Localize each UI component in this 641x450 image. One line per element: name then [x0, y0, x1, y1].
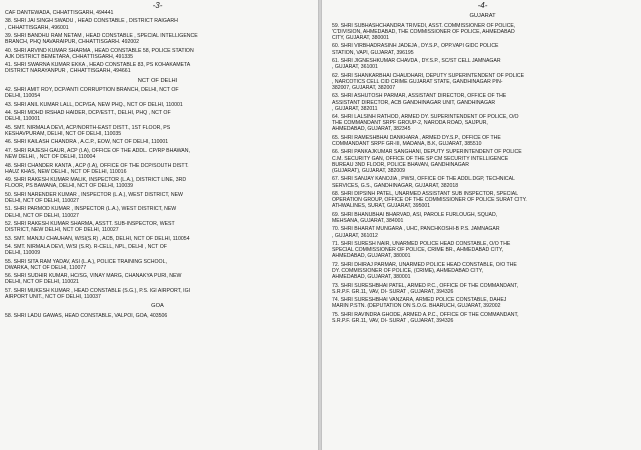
page-right [322, 0, 641, 450]
list-item [5, 259, 310, 271]
entry-line: HAUZ KHAS, NEW DELHI., NCT OF DELHI, 110016 [5, 168, 127, 175]
entry-line: 64. SHRI LALSINH RATHOD, ARMED DY. SUPERINTENDENT OF POLICE, O/O [332, 114, 519, 121]
entry-line: , CHHATTISGARH, 496001 [5, 24, 69, 31]
entry-line: AHMEDABAD, GUJARAT, 380001 [332, 253, 411, 260]
list-item [5, 148, 310, 160]
entry-line: S.R.P.F. GR.11, VAV, DI- SURAT , GUJARAT, 394326 [332, 288, 454, 295]
list-item [5, 163, 310, 175]
list-item [5, 192, 310, 204]
entry-line: 47. SHRI RAJESH GAUR, ACP (I.A), OFFICE OF THE ADDL. CP/RP BHAWAN, [5, 147, 190, 154]
section-heading: GOA [151, 303, 164, 310]
entry-line: ATHWALINES, SURAT, GUJARAT, 395001 [332, 203, 431, 210]
entry-line: 57. SHRI MUKESH KUMAR , HEAD CONSTABLE (S.G.), P.S. IGI AIRPORT, IGI [5, 287, 191, 294]
entry-line: DY. COMMISSIONER OF POLICE, (CRIME), AHMEDABAD CITY, [332, 267, 483, 274]
section-heading: NCT OF DELHI [137, 77, 178, 84]
entry-line: , NARCOTICS CELL CID CRIME GUJARAT STATE, GANDHINAGAR PIN- [332, 78, 503, 85]
list-item [332, 43, 633, 55]
entry-line: 72. SHRI DHIRAJ PARMAR, UNARMED POLICE HEAD CONSTABLE, O/O THE [332, 261, 517, 268]
list-item [5, 62, 310, 74]
list-item [5, 110, 310, 122]
list-item [332, 23, 633, 41]
entry-line: AJK DISTRICT BEMETARA, CHHATTISGARH, 491335 [5, 53, 133, 60]
entry-line: , GUJARAT, 361012 [332, 232, 378, 239]
list-item [5, 236, 310, 242]
entry-line: 382007, GUJARAT, 382007 [332, 84, 396, 91]
list-item [332, 149, 633, 174]
list-item [332, 262, 633, 280]
entry-line: 45. SMT. NIRMALA DEVI, ACP/NORTH-EAST DISTT., 1ST FLOOR, PS [5, 124, 171, 131]
entry-line: C.M. SECURITY GAN, OFFICE OF THE SP CM SECURITY INTELLIGENCE [332, 155, 509, 162]
entry-line: 50. SHRI NARENDER KUMAR , INSPECTOR (L.A.), WEST DISTRICT, NEW [5, 191, 183, 198]
entry-line: DELHI, NCT OF DELHI, 110027 [5, 197, 79, 204]
page-number: -3- [152, 1, 163, 10]
entry-line: BUREAU 3ND FLOOR, POLICE BHAVAN, GANDHINAGAR [332, 161, 469, 168]
list-item [332, 212, 633, 224]
entry-line: 65. SHRI RAMESHBHAI DANKHARA , ARMED DY.S.P., OFFICE OF THE [332, 134, 501, 141]
entry-line: ASSISTANT DIRECTOR, ACB GANDHINAGAR UNIT, GANDHINAGAR [332, 99, 496, 106]
entry-line: THE COMMANDANT SRPF GROUP-2, NARODA ROAD, SAIJPUR, [332, 120, 488, 127]
entry-line: 54. SMT. NIRMALA DEVI, W/SI (S.R). R-CELL, NPL, DELHI , NCT OF [5, 244, 167, 251]
list-item [5, 10, 310, 16]
entry-line: DELHI, 110009 [5, 250, 41, 257]
entry-line: SERVICES, G.S., GANDHINAGAR, GUJARAT, 382018 [332, 182, 459, 189]
entry-line: AHMEDABAD, GUJARAT, 380001 [332, 274, 411, 281]
entry-line: 60. SHRI VIRBHADRASINH JADEJA , DY.S.P., OPP.VAPI GIDC POLICE [332, 43, 499, 50]
list-item [332, 114, 633, 132]
entry-line: , GUJARAT, 361001 [332, 64, 378, 71]
list-item [332, 191, 633, 209]
entry-line: AHMEDABAD, GUJARAT, 382345 [332, 126, 411, 133]
entry-line: 70. SHRI BHARAT MUNGARA , UHC, PANCHKOSHI-B P.S. JAMNAGAR [332, 226, 500, 233]
entry-line: AIRPORT UNIT., NCT OF DELHI, 110037 [5, 294, 101, 301]
entry-line: 74. SHRI SURESHBHAI VANZARA, ARMED POLICE CONSTABLE, DAHEJ [332, 297, 507, 304]
entry-line: S.R.P.F. GR.11, VAV, DI- SURAT , GUJARAT, 394326 [332, 317, 454, 324]
entry-line: 59. SHRI SUBHASHCHANDRA TRIVEDI, ASST. COMMISSIONER OF POLICE, [332, 22, 516, 29]
entry-line: 39. SHRI BANDHU RAM NETAM , HEAD CONSTABLE , SPECIAL INTELLIGENCE [5, 33, 198, 40]
list-item [332, 93, 633, 111]
entry-line: DWARKA, NCT OF DELHI, 110077 [5, 264, 87, 271]
list-item [5, 313, 310, 319]
entry-line: 'C'DIVISION, AHMEDABAD, THE COMMISSIONER OF POLICE, AHMEDABAD [332, 28, 515, 35]
entry-line: 62. SHRI SHANKARBHAI CHAUDHARI, DEPUTY SUPERINTENDENT OF POLICE [332, 72, 525, 79]
entry-line: STATION, VAPI, GUJARAT, 396195 [332, 49, 414, 56]
list-item [5, 244, 310, 256]
entry-line: 48. SHRI CHANDER KANTA , ACP (I.A), OFFICE OF THE DCP/SOUTH DISTT. [5, 162, 189, 169]
entry-line: 56. SHRI SUDHIR KUMAR, HC/SG, VINAY MARG, CHANAKYA PURI, NEW [5, 273, 182, 280]
entry-line: 40. SHRI ARVIND KUMAR SHARMA , HEAD CONSTABLE 58, POLICE STATION [5, 47, 194, 54]
list-item [5, 221, 310, 233]
entry-line: 38. SHRI JAI SINGH SWADU , HEAD CONSTABLE , DISTRICT RAIGARH [5, 18, 178, 25]
list-item [5, 125, 310, 137]
entry-line: 46. SHRI KAILASH CHANDRA , A.C.P., EOW, NCT OF DELHI, 110001 [5, 139, 169, 146]
list-item [332, 297, 633, 309]
list-item [5, 48, 310, 60]
entry-line: 67. SHRI SANJAY KANOJIA , PWSI, OFFICE OF THE ADDL.DGP, TECHNICAL [332, 176, 515, 183]
page-left [0, 0, 318, 450]
list-item [5, 288, 310, 300]
entry-line: FLOOR, PS BAWANA, DELHI, NCT OF DELHI, 110039 [5, 183, 133, 190]
list-item [332, 58, 633, 70]
list-item [5, 33, 310, 45]
list-item [5, 273, 310, 285]
entry-line: 44. SHRI MOHD IRSHAD HAIDER, DCP/ESTT., DELHI, PHQ , NCT OF [5, 110, 171, 117]
entry-line: NEW DELHI, , NCT OF DELHI, 110004 [5, 154, 96, 161]
list-item [5, 177, 310, 189]
entry-line: 41. SHRI SWARNA KUMAR EKKA , HEAD CONSTABLE 83, PS KOHAKAMETA [5, 62, 191, 69]
entry-line: MEHSANA, GUJARAT, 384001 [332, 217, 404, 224]
entry-line: 68. SHRI DIPSINH PATEL, UNARMED ASSISTANT SUB INSPECTOR, SPECIAL [332, 191, 519, 198]
entry-line: CAF DANTEWADA, CHHATTISGARH, 494441 [5, 10, 114, 16]
entry-line: 61. SHRI JIGNESHKUMAR CHAVDA , DY.S.P., SC/ST CELL JAMNAGAR [332, 57, 501, 64]
entry-line: 58. SHRI LADU GAWAS, HEAD CONSTABLE, VALPOI, GOA, 403506 [5, 312, 168, 319]
list-item [332, 312, 633, 324]
entry-line: 73. SHRI SURESHBHAI PATEL, ARMED P.C., OFFICE OF THE COMMANDANT, [332, 282, 519, 289]
entry-line: 69. SHRI BHANUBHAI BHARVAD, ASI, PAROLE FURLOUGH, SQUAD, [332, 211, 498, 218]
section-heading: GUJARAT [469, 13, 496, 19]
entry-line: 55. SHRI SITA RAM YADAV, ASI (L.A.), POLICE TRAINING SCHOOL, [5, 258, 167, 265]
entry-line: BRANCH, PHQ NAVARAIPUR, CHHATTISGARH. 492002 [5, 39, 140, 46]
entry-line: 43. SHRI ANIL KUMAR LALL, DCP/GA, NEW PHQ., NCT OF DELHI, 110001 [5, 101, 183, 108]
entry-line: SPECIAL COMMISSIONER OF POLICE, CRIME BR., AHMEDABAD CITY, [332, 247, 504, 254]
entry-line: 66. SHRI PANKAJKUMAR SANGHANI, DEPUTY SUPERINTENDENT OF POLICE [332, 149, 522, 156]
entry-line: OPERATION GROUP, OFFICE OF THE COMMISSIONER OF POLICE SURAT CITY. [332, 197, 527, 204]
entry-line: DISTRICT NARAYANPUR , CHHATTISGARH, 494661 [5, 68, 131, 75]
entry-line: DELHI, NCT OF DELHI, 110021 [5, 279, 79, 286]
list-item [5, 87, 310, 99]
list-item [5, 139, 310, 145]
list-item [332, 135, 633, 147]
entry-line: DELHI, 110001 [5, 116, 41, 123]
list-item [332, 226, 633, 238]
list-item [5, 102, 310, 108]
entry-line: DELHI, 110054 [5, 93, 41, 100]
entry-line: 71. SHRI SURESH NAIR, UNARMED POLICE HEAD CONSTABLE, O/O THE [332, 241, 511, 247]
entry-line: COMMANDANT SRPF GR-III, MADANA, B.K, GUJARAT, 385510 [332, 141, 482, 148]
entry-line: 52. SHRI RAKESH KUMAR SHARMA, ASSTT. SUB-INSPECTOR, WEST [5, 220, 175, 227]
entry-line: DISTRICT, NEW DELHI, NCT OF DELHI, 110027 [5, 227, 119, 234]
list-item [332, 241, 633, 259]
entry-line: DELHI, NCT OF DELHI, 110027 [5, 212, 79, 219]
page-number: -4- [477, 1, 488, 10]
list-item [5, 18, 310, 30]
page-content [5, 10, 310, 319]
entry-line: 42. SHRI AMIT ROY, DCP/ANTI CORRUPTION BRANCH, DELHI, NCT OF [5, 87, 179, 94]
entry-line: CITY, GUJARAT, 380001 [332, 34, 389, 41]
page-content [332, 13, 633, 324]
list-item [332, 176, 633, 188]
entry-line: KESHAVPURAM, DELHI, NCT OF DELHI, 110035 [5, 131, 122, 138]
entry-line: 63. SHRI ASHUTOSH PARMAR, ASSISTANT DIRECTOR, OFFICE OF THE [332, 93, 507, 100]
entry-line: MARIN P.STN. (DEPUTATION ON S.O.G. BHARUCH, GUJARAT, 392002 [332, 303, 501, 310]
entry-line: 51. SHRI PARMOD KUMAR , INSPECTOR (L.A.), WEST DISTRICT, NEW [5, 206, 177, 213]
list-item [5, 206, 310, 218]
list-item [332, 73, 633, 91]
entry-line: (GUJARAT), GUJARAT, 382009 [332, 167, 405, 174]
entry-line: 53. SMT. MANJU CHAUHAN, W/SI(S.R) , ACB, DELHI, NCT OF DELHI, 110054 [5, 235, 190, 242]
entry-line: 49. SHRI RAKESH KUMAR MALIK, INSPECTOR (L.A.), DISTRICT LINE, 3RD [5, 177, 187, 184]
entry-line: 75. SHRI RAVINDRA GHODE, ARMED A.P.C., OFFICE OF THE COMMANDANT, [332, 311, 519, 318]
list-item [332, 283, 633, 295]
entry-line: , GUJARAT, 382011 [332, 105, 378, 112]
